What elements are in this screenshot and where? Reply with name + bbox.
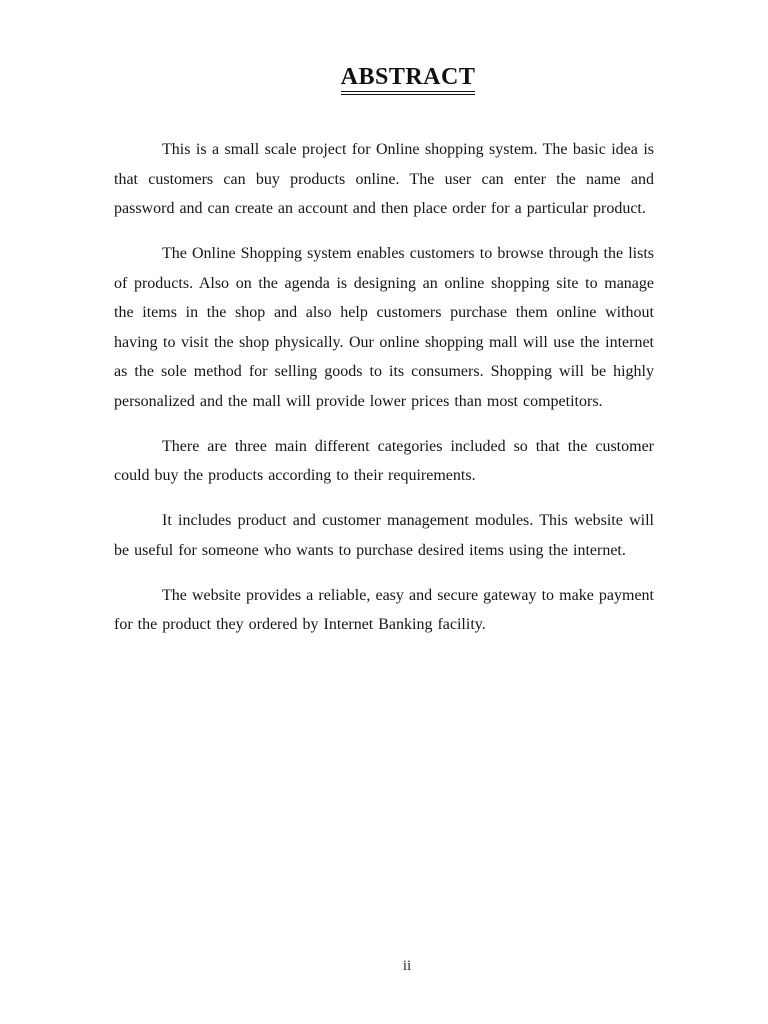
abstract-paragraph-5: The website provides a reliable, easy and secure gateway to make payment for the product they ordered by Internet Banking facility. (114, 586, 654, 633)
abstract-paragraph-4: It includes product and customer management modules. This website will be useful for someone who wants to purchase desired items using the internet. (114, 512, 654, 559)
document-title: ABSTRACT (341, 64, 476, 95)
document-content (114, 60, 654, 655)
document-title-heading (114, 60, 654, 94)
page-footer (114, 952, 654, 982)
abstract-paragraph-2: The Online Shopping system enables customers to browse through the lists of products. Also on the agenda is designing an online shopping site to manage the items in the shop and also help customers purchase them online without having to visit the shop physically. Our online shopping mall will use the internet as the sole method for selling goods to its consumers. Shopping will be highly personalized and the mall will provide lower prices than most competitors. (114, 245, 654, 410)
abstract-paragraph-3: There are three main different categories included so that the customer could buy the products according to their requirements. (114, 437, 654, 484)
abstract-paragraph-1: This is a small scale project for Online shopping system. The basic idea is that customers can buy products online. The user can enter the name and password and can create an account and then place order for a particular product. (114, 141, 654, 217)
page-number: ii (402, 958, 412, 974)
